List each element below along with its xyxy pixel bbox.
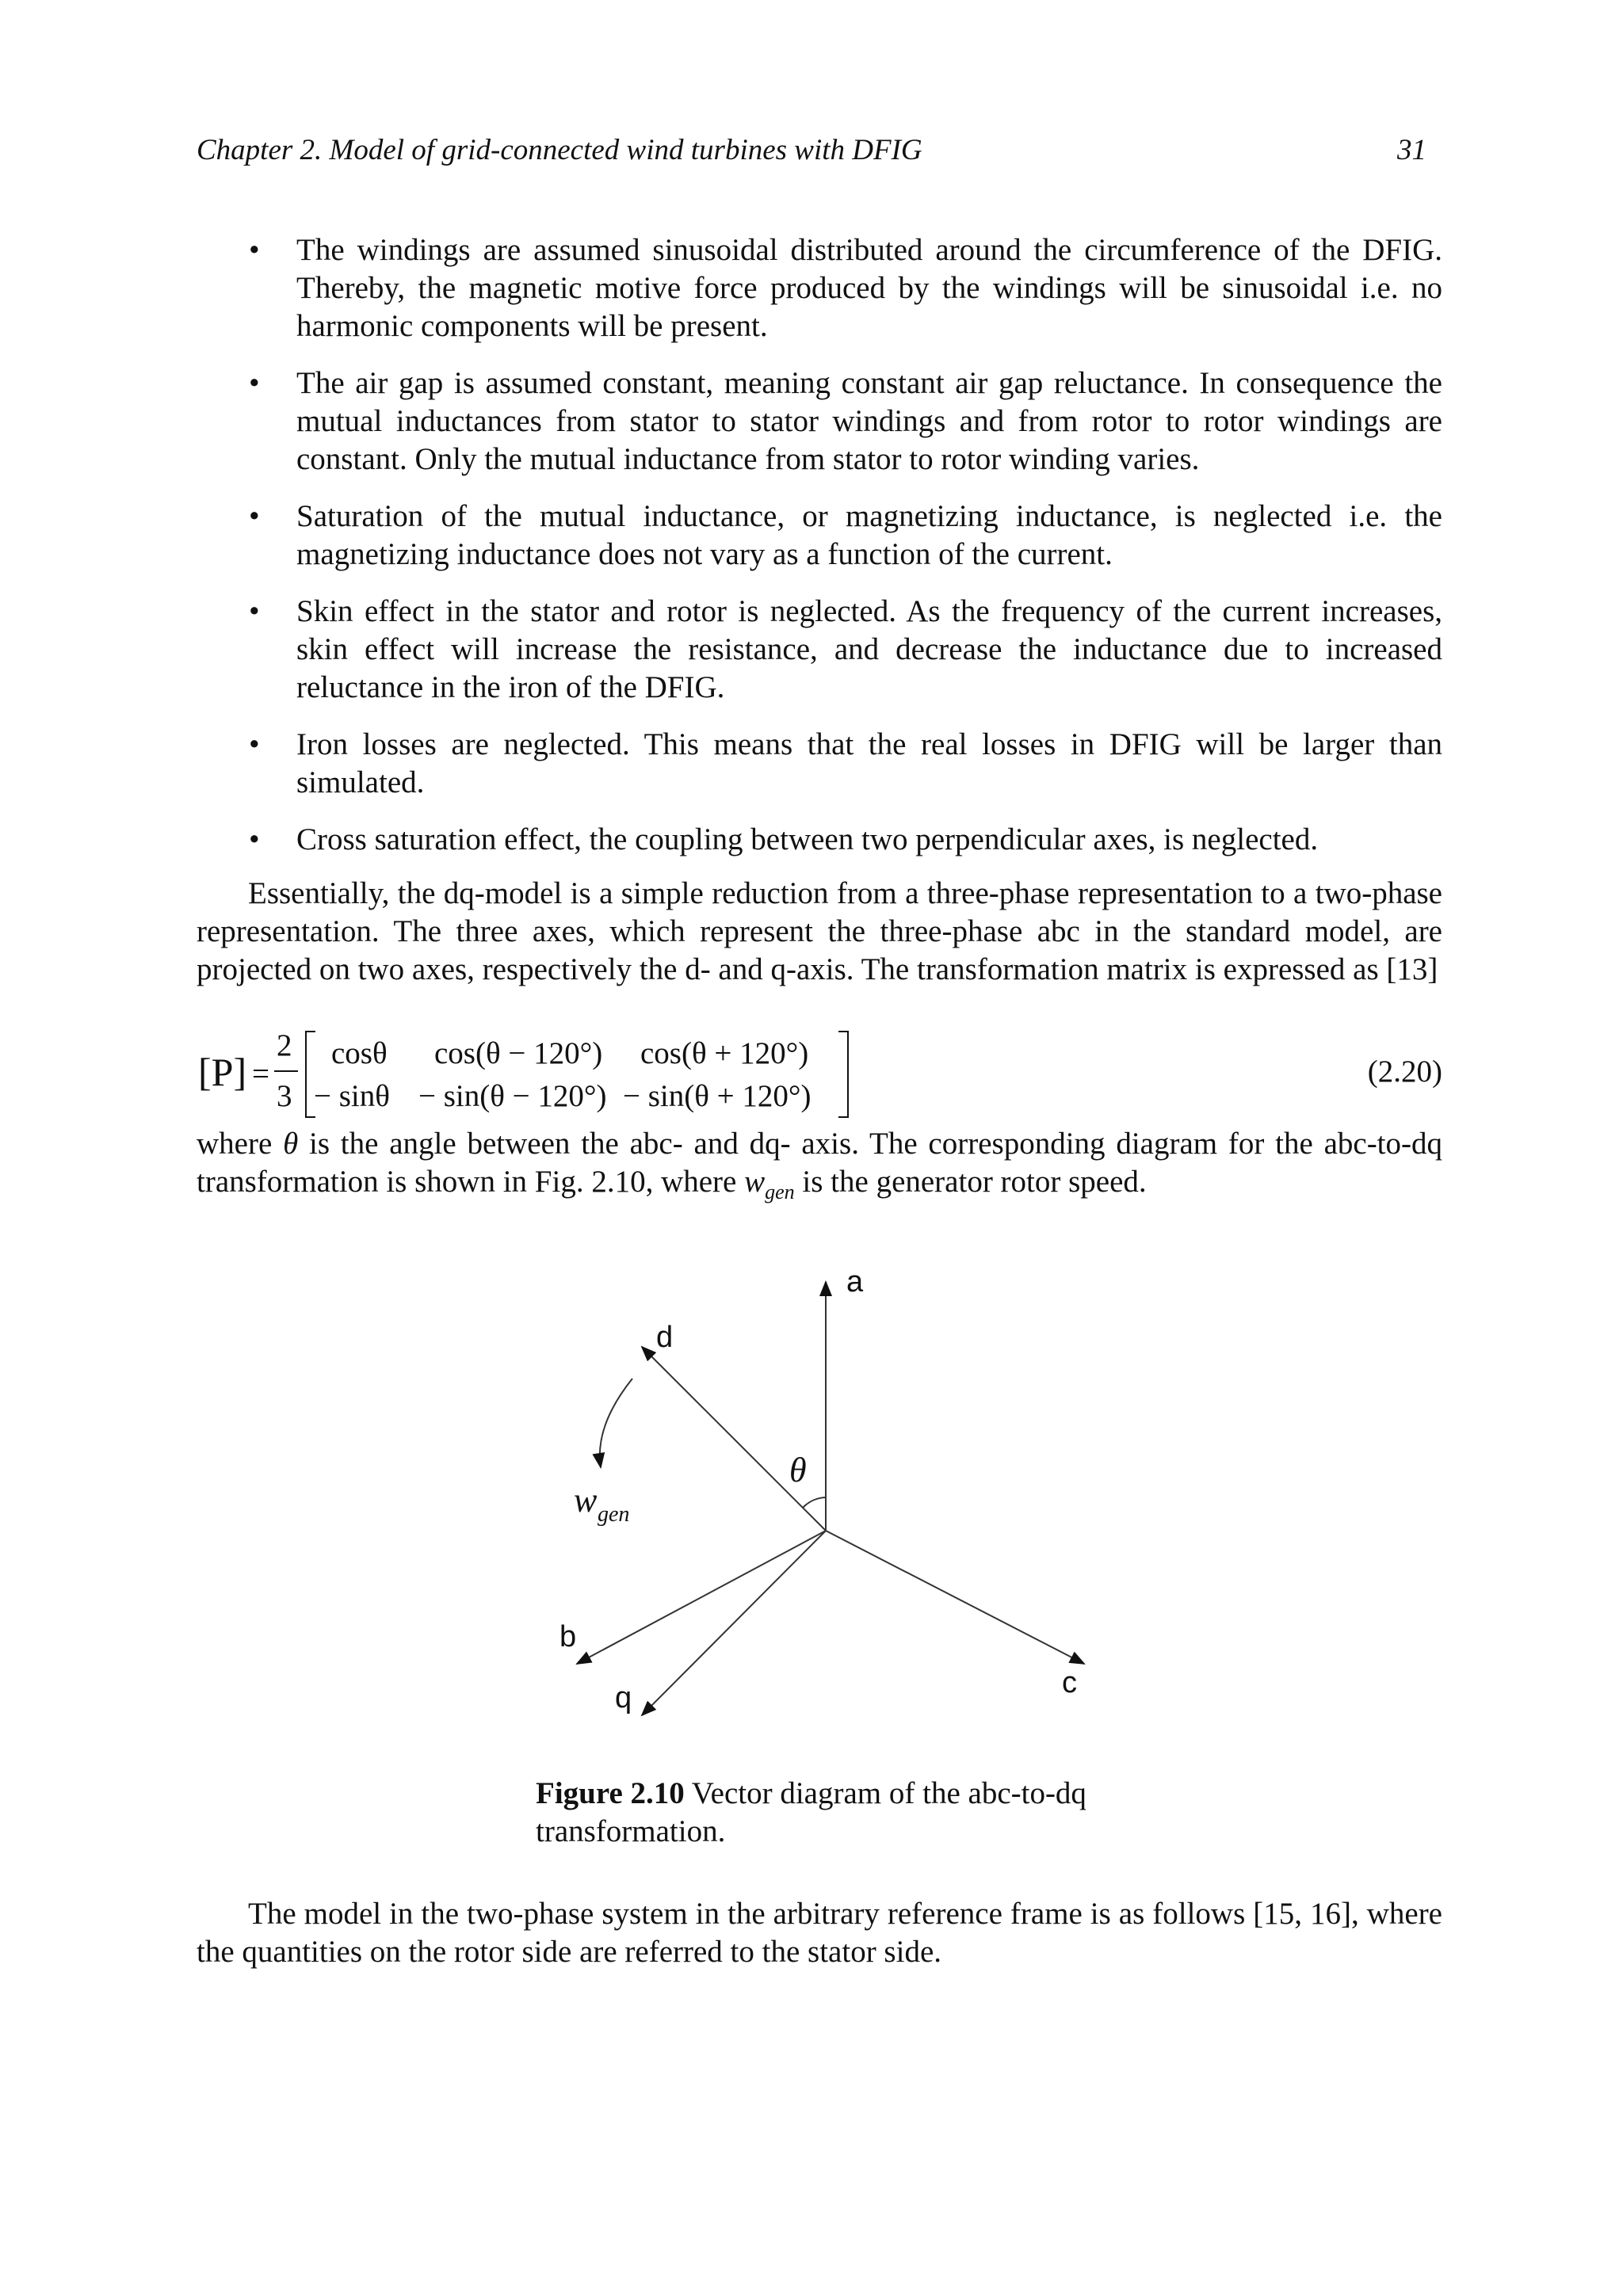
eq-lhs: [P]: [198, 1050, 247, 1094]
matrix-cell: − sin(θ − 120°): [418, 1079, 607, 1113]
bullet-icon: •: [249, 366, 260, 400]
eq-frac-num: 2: [277, 1028, 292, 1062]
list-item-text: Iron losses are neglected. This means that the real losses in DFIG will be larger than simulated.: [296, 727, 1442, 799]
list-item: [197, 821, 1442, 859]
page-number: 31: [1397, 134, 1426, 166]
equation-2-20: [197, 1022, 1442, 1125]
axis-q: [642, 1531, 826, 1715]
label-b: b: [559, 1620, 577, 1653]
equation-number: (2.20): [1367, 1055, 1442, 1089]
bullet-icon: •: [249, 727, 260, 761]
figure-caption: [536, 1775, 1154, 1851]
matrix-cell: − sinθ: [314, 1079, 390, 1113]
list-item: [197, 498, 1442, 574]
bullet-icon: •: [249, 499, 260, 533]
list-item-text: The air gap is assumed constant, meaning constant air gap reluctance. In consequence the mutual inductances from stator to stator windings and from rotor to rotor windings are constant. Only the mutual inductance from stator to rotor winding varies.: [296, 366, 1442, 476]
list-item: [197, 364, 1442, 479]
rotation-arrow-icon: [600, 1379, 632, 1467]
axis-d: [642, 1347, 826, 1531]
eq-frac-den: 3: [277, 1079, 292, 1113]
caption-label: Figure 2.10: [536, 1776, 685, 1810]
bullet-icon: •: [249, 822, 260, 856]
label-d: d: [656, 1321, 674, 1354]
paragraph-theta: [197, 1125, 1442, 1211]
label-c: c: [1062, 1666, 1077, 1699]
figure-2-10: [539, 1260, 1141, 1755]
assumption-list: [197, 231, 1442, 878]
label-w: w: [574, 1481, 598, 1520]
caption-text: Vector diagram of the abc-to-dq transformation.: [536, 1776, 1086, 1848]
text-run: is the angle between the abc- and dq- axis. The corresponding diagram for the abc-to-dq transformation is shown in Fig. 2.10, where: [197, 1127, 1442, 1199]
chapter-title: Chapter 2. Model of grid-connected wind turbines with DFIG: [197, 134, 922, 166]
transformation-matrix: [197, 1022, 1068, 1125]
w-symbol: w: [744, 1165, 766, 1199]
vector-diagram: [539, 1260, 1141, 1751]
text-run: where: [197, 1127, 284, 1161]
page-header: [197, 133, 1426, 173]
matrix-cell: cos(θ + 120°): [640, 1036, 809, 1070]
gen-subscript: gen: [765, 1180, 795, 1203]
list-item: [197, 726, 1442, 802]
matrix-right-bracket: [838, 1032, 848, 1117]
theta-symbol: θ: [283, 1127, 299, 1161]
label-gen: gen: [598, 1502, 630, 1527]
bullet-icon: •: [249, 233, 260, 267]
matrix-cell: − sin(θ + 120°): [623, 1079, 812, 1113]
matrix-cell: cos(θ − 120°): [434, 1036, 603, 1070]
list-item: [197, 593, 1442, 707]
theta-arc: [803, 1497, 826, 1508]
matrix-cell: cosθ: [331, 1036, 388, 1070]
label-theta: θ: [789, 1451, 807, 1489]
bullet-icon: •: [249, 594, 260, 628]
paragraph-model: The model in the two-phase system in the arbitrary reference frame is as follows [15, 16], where the quantities on the rotor side are referred to the stator side.: [197, 1897, 1442, 1969]
list-item-text: The windings are assumed sinusoidal distributed around the circumference of the DFIG. Thereby, the magnetic motive force produced by the windings will be sinusoidal i.e. no harmonic components will be present.: [296, 233, 1442, 343]
axis-b: [577, 1531, 826, 1664]
label-a: a: [846, 1265, 864, 1299]
list-item: [197, 231, 1442, 345]
list-item-text: Saturation of the mutual inductance, or magnetizing inductance, is neglected i.e. the magnetizing inductance does not vary as a function of the current.: [296, 499, 1442, 571]
label-q: q: [615, 1681, 632, 1714]
text-run: is the generator rotor speed.: [794, 1165, 1147, 1199]
list-item-text: Cross saturation effect, the coupling between two perpendicular axes, is neglected.: [296, 822, 1319, 856]
axis-c: [826, 1531, 1084, 1664]
paragraph-dq-model: Essentially, the dq-model is a simple reduction from a three-phase representation to a two-phase representation. The three axes, which represent the three-phase abc in the standard model, are projected on two axes, respectively the d- and q-axis. The transformation matrix is expressed as [13]: [197, 876, 1442, 986]
list-item-text: Skin effect in the stator and rotor is neglected. As the frequency of the current increases, skin effect will increase the resistance, and decrease the inductance due to increased reluctance in the iron of the DFIG.: [296, 594, 1442, 704]
eq-equals: =: [252, 1057, 269, 1091]
